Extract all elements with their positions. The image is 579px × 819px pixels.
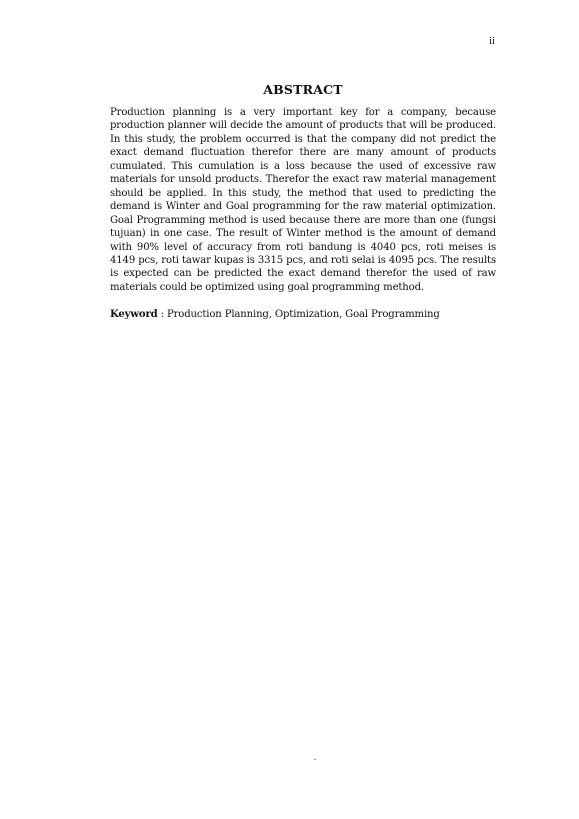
abstract-title: ABSTRACT [263, 82, 343, 97]
abstract-body: Production planning is a very important key for a company, because production planner will decide the amount of products that will be produced. In this study, the problem occurred is that the company did not predict the exact demand fluctuation therefor there are many amount of products cumulated. This cumulation is a loss because the used of excessive raw materials for unsold products. Therefor the exact raw material management should be applied. In this study, the method that used to predicting the demand is Winter and Goal programming for the raw material optimization. Goal Programming method is used because there are more than one (fungsi tujuan) in one case. The result of Winter method is the amount of demand with 90% level of accuracy from roti bandung is 4040 pcs, roti meises is 4149 pcs, roti tawar kupas is 3315 pcs, and roti selai is 4095 pcs. The results is expected can be predicted the exact demand therefor the used of raw materials could be optimized using goal programming method. [110, 107, 496, 293]
keyword-value: Production Planning, Optimization, Goal Programming [166, 309, 440, 321]
keyword-separator: : [157, 309, 167, 321]
page-number: ii [489, 36, 495, 47]
keyword-label: Keyword [110, 309, 158, 321]
footer-mark: . [314, 752, 317, 762]
abstract-section [110, 82, 496, 322]
keyword-line [110, 308, 496, 321]
